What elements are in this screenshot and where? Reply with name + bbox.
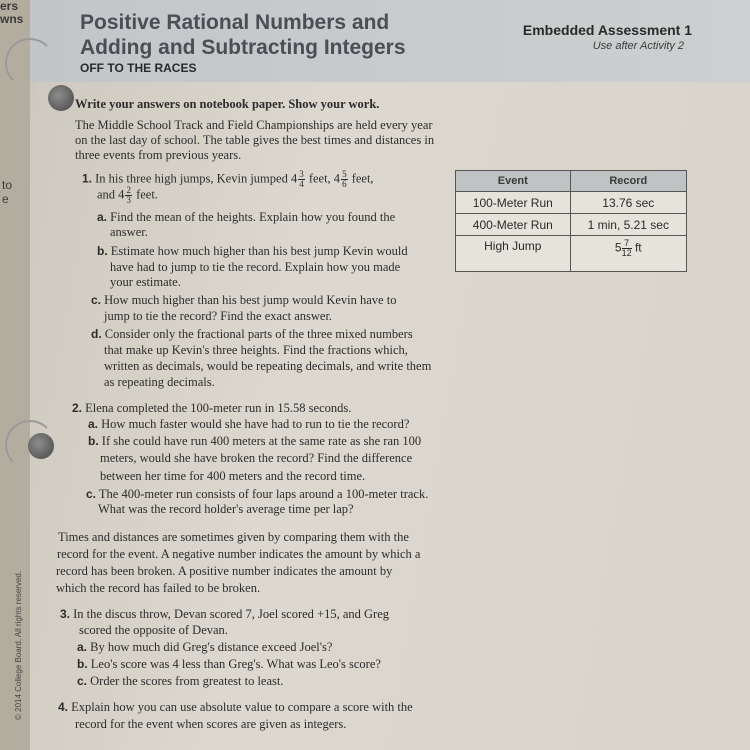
copyright-notice: © 2014 College Board. All rights reserved. [14, 570, 23, 720]
table-cell-event: High Jump [456, 236, 571, 272]
fraction: $\frac{7}{12}$ [621, 238, 632, 258]
question-1c-cont: jump to tie the record? Find the exact answer. [104, 309, 333, 323]
question-1d: d. Consider only the fractional parts of the three mixed numbers [91, 327, 413, 341]
question-2b-cont: meters, would she have broken the record? Find the difference [100, 451, 413, 465]
question-1d-cont: written as decimals, would be repeating decimals, and write them [104, 359, 432, 373]
table-header-cell: Record [570, 171, 686, 192]
previous-page-fragment-mid: to e [2, 178, 13, 206]
table-cell-record: 5 $\frac{7}{12}$ ft [570, 236, 686, 272]
table-cell-event: 400-Meter Run [456, 214, 571, 236]
question-4: 4. Explain how you can use absolute value to compare a score with the [58, 700, 413, 714]
middle-paragraph-line: which the record has failed to be broken. [56, 581, 261, 595]
assessment-title: Embedded Assessment 1 [522, 22, 692, 38]
assessment-subtitle: Use after Activity 2 [592, 40, 684, 52]
question-2b: b. If she could have run 400 meters at the same rate as she ran 100 [88, 434, 422, 448]
question-1d-cont: that make up Kevin's three heights. Find the fractions which, [104, 343, 408, 357]
question-3a: a. By how much did Greg's distance exceed Joel's? [77, 640, 333, 654]
page-title: Positive Rational Numbers and Adding and Subtracting Integers [80, 11, 406, 59]
question-1-line: 1. In his three high jumps, Kevin jumped 4 $\frac{3}{4}$ feet, 4 $\frac{5}{6}$ feet, [82, 169, 374, 189]
fraction: $\frac{2}{3}$ [126, 185, 131, 205]
table-cell-event: 100-Meter Run [456, 192, 571, 214]
question-2c-cont: What was the record holder's average time per lap? [98, 502, 354, 516]
question-2a: a. How much faster would she have had to run to tie the record? [88, 417, 410, 431]
instruction: Write your answers on notebook paper. Show your work. [75, 97, 380, 111]
question-1a: a. Find the mean of the heights. Explain how you found the [97, 210, 396, 224]
table-cell-record: 13.76 sec [570, 192, 686, 214]
page-subtitle: OFF TO THE RACES [80, 61, 197, 75]
question-3: 3. In the discus throw, Devan scored 7, Joel scored +15, and Greg [60, 607, 390, 621]
intro-line: three events from previous years. [75, 148, 242, 162]
question-1-line: and 4 $\frac{2}{3}$ feet. [97, 185, 158, 205]
question-2c: c. The 400-meter run consists of four laps around a 100-meter track. [86, 487, 429, 501]
question-1c: c. How much higher than his best jump would Kevin have to [91, 293, 397, 307]
question-1b-cont: your estimate. [110, 275, 181, 289]
binder-hole-icon [48, 85, 74, 111]
question-1d-cont: as repeating decimals. [104, 375, 215, 389]
fraction: $\frac{5}{6}$ [342, 169, 347, 189]
previous-page-fragment: ers wns [0, 0, 24, 26]
question-4-cont: record for the event when scores are given as integers. [75, 717, 347, 731]
middle-paragraph-line: Times and distances are sometimes given by comparing them with the [58, 530, 409, 544]
intro-line: The Middle School Track and Field Championships are held every year [75, 118, 433, 132]
question-1a-cont: answer. [110, 225, 148, 239]
question-2: 2. Elena completed the 100-meter run in 15.58 seconds. [72, 401, 352, 415]
binder-hole-ring-icon [5, 38, 55, 88]
middle-paragraph-line: record has been broken. A positive number indicates the amount by [56, 564, 393, 578]
middle-paragraph-line: record for the event. A negative number indicates the amount by which a [57, 547, 421, 561]
question-3-cont: scored the opposite of Devan. [79, 623, 228, 637]
table-row [456, 214, 687, 236]
question-3c: c. Order the scores from greatest to least. [77, 674, 284, 688]
question-2b-cont: between her time for 400 meters and the record time. [100, 469, 366, 483]
question-3b: b. Leo's score was 4 less than Greg's. What was Leo's score? [77, 657, 381, 671]
fraction: $\frac{3}{4}$ [299, 169, 304, 189]
records-table [455, 170, 687, 272]
table-header-cell: Event [456, 171, 571, 192]
table-row [456, 236, 687, 272]
table-cell-record: 1 min, 5.21 sec [570, 214, 686, 236]
binder-hole-icon [28, 433, 54, 459]
table-row [456, 192, 687, 214]
question-1b-cont: have had to jump to tie the record. Explain how you made [110, 260, 401, 274]
intro-line: on the last day of school. The table gives the best times and distances in [75, 133, 435, 147]
table-header-row [456, 171, 687, 192]
question-1b: b. Estimate how much higher than his best jump Kevin would [97, 244, 408, 258]
